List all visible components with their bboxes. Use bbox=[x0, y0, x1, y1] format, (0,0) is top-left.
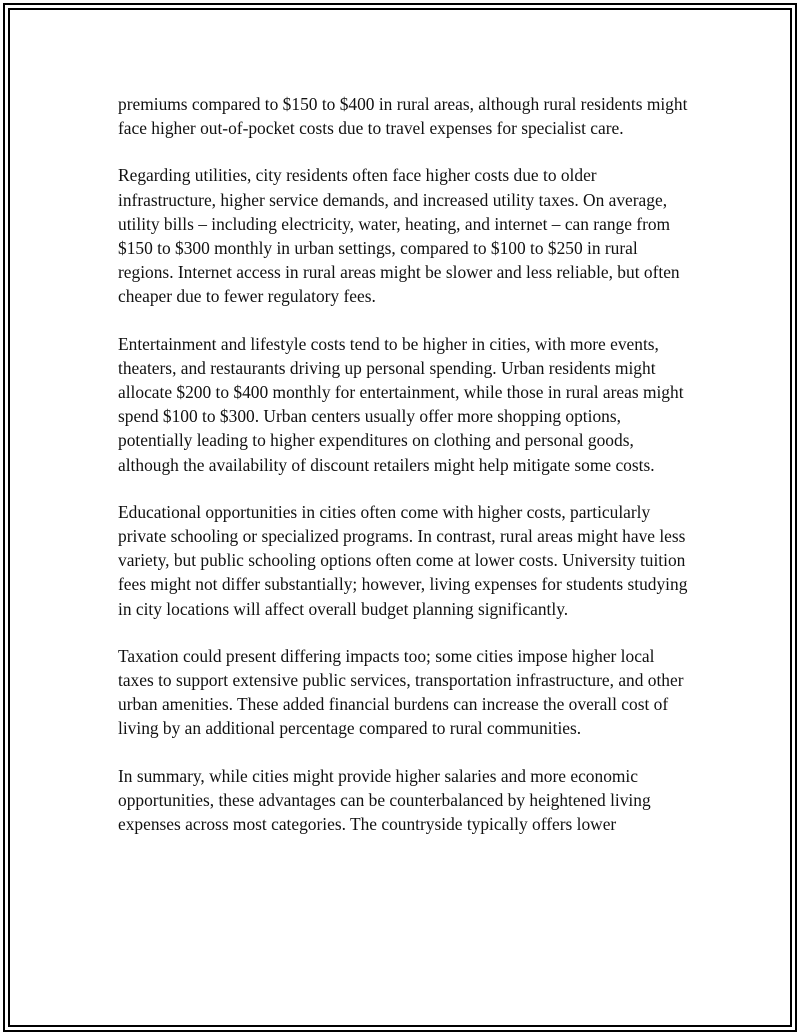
paragraph-summary: In summary, while cities might provide higher salaries and more economic opportunities, these advantages can be counterbalanced by heightened living expenses across most categories. The countryside typically offers lower bbox=[118, 765, 651, 835]
paragraph-utilities: Regarding utilities, city residents often face higher costs due to older infrastructure, higher service demands, and increased utility taxes. On average, utility bills – including electricity, water, heating, and internet – can range from $150 to $300 monthly in urban settings, compared to $100 to $250 in rural regions. Internet access in rural areas might be slower and less reliable, but often cheaper due to fewer regulatory fees. bbox=[118, 165, 680, 307]
paragraph-healthcare-continued: premiums compared to $150 to $400 in rural areas, although rural residents might face higher out-of-pocket costs due to travel expenses for specialist care. bbox=[118, 94, 688, 139]
paragraph-education: Educational opportunities in cities often come with higher costs, particularly private schooling or specialized programs. In contrast, rural areas might have less variety, but public schooling options often come at lower costs. University tuition fees might not differ substantially; however, living expenses for students studying in city locations will affect overall budget planning significantly. bbox=[118, 501, 688, 619]
paragraph-entertainment: Entertainment and lifestyle costs tend to be higher in cities, with more events, theaters, and restaurants driving up personal spending. Urban residents might allocate $200 to $400 monthly for entertainment, while those in rural areas might spend $100 to $300. Urban centers usually offer more shopping options, potentially leading to higher expenditures on clothing and personal goods, although the availability of discount retailers might help mitigate some costs. bbox=[118, 333, 684, 475]
paragraph-taxation: Taxation could present differing impacts too; some cities impose higher local taxes to support extensive public services, transportation infrastructure, and other urban amenities. These added financial burdens can increase the overall cost of living by an additional percentage compared to rural communities. bbox=[118, 645, 684, 739]
document-body bbox=[118, 92, 688, 859]
